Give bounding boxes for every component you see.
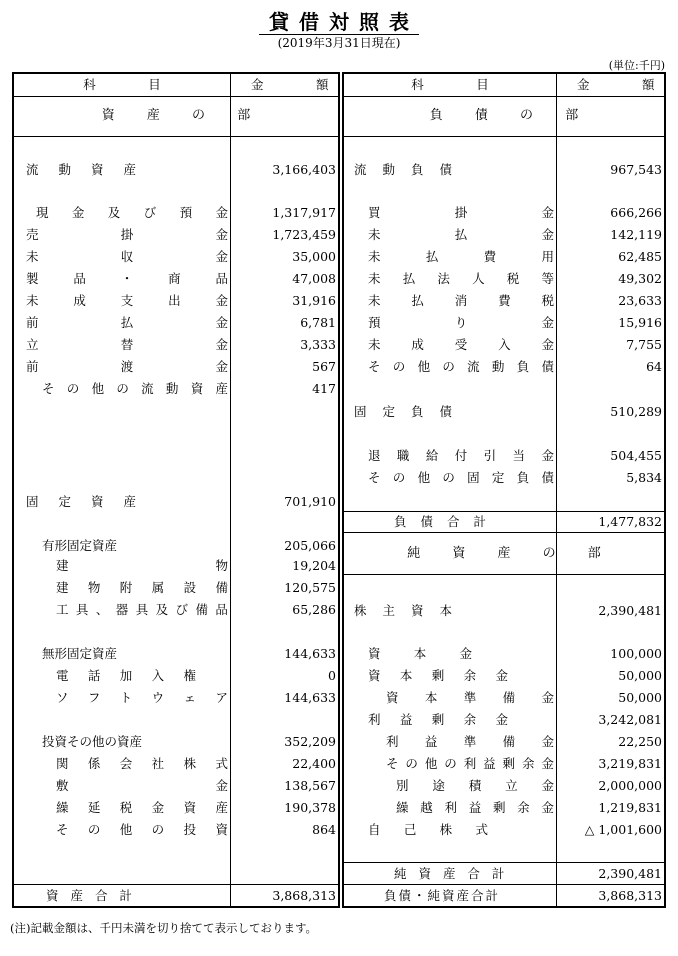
row-value: 352,209 (284, 734, 336, 749)
liabilities-total-label: 負 債 合 計 (394, 514, 491, 529)
liab-total-top-rule (344, 511, 664, 512)
row-label: 預 り 金 (368, 315, 554, 330)
row-label: 前 払 金 (26, 315, 228, 330)
row-value: 864 (312, 822, 336, 837)
row-label: 流 動 資 産 (26, 162, 136, 177)
row-label: 未 払 費 用 (368, 249, 554, 264)
netassets-total-rule (344, 862, 664, 863)
unit-label: (単位:千円) (608, 59, 665, 72)
row-value: 510,289 (610, 404, 662, 419)
balance-sheet-table (12, 72, 675, 908)
row-label: 製 品 ・ 商 品 (26, 271, 228, 286)
row-label: 敷 金 (56, 778, 228, 793)
row-label: 繰 延 税 金 資 産 (56, 800, 228, 815)
row-label: ソ フ ト ウ ェ ア (56, 690, 228, 705)
left-total-rule (14, 884, 338, 885)
row-value: △ 1,001,600 (584, 822, 662, 837)
row-label: 自 己 株 式 (368, 822, 488, 837)
row-value: 3,333 (300, 337, 336, 352)
right-section-rule (344, 136, 664, 137)
row-value: 205,066 (284, 538, 336, 553)
row-label: 未 払 消 費 税 (368, 293, 554, 308)
right-header-item: 科 目 (411, 77, 509, 92)
row-value: 504,455 (610, 448, 662, 463)
right-header-rule (344, 96, 664, 97)
row-label: そ の 他 の 投 資 (56, 822, 228, 837)
row-label: 資 本 剰 余 金 (368, 668, 508, 683)
row-value: 64 (646, 359, 662, 374)
row-label: 有形固定資産 (42, 538, 118, 553)
row-value: 417 (312, 381, 336, 396)
liabilities-total-value: 1,477,832 (598, 514, 662, 529)
row-label: 退 職 給 付 引 当 金 (368, 448, 554, 463)
row-value: 666,266 (610, 205, 662, 220)
row-value: 144,633 (284, 646, 336, 661)
row-value: 19,204 (292, 558, 336, 573)
netassets-total-value: 2,390,481 (598, 866, 662, 881)
assets-total-label: 資 産 合 計 (46, 888, 136, 903)
row-label: そ の 他 の 固 定 負 債 (368, 470, 554, 485)
left-header-amount: 金 額 (251, 77, 349, 92)
left-column-divider (230, 74, 231, 906)
row-label: 未 成 受 入 金 (368, 337, 554, 352)
row-value: 3,242,081 (598, 712, 662, 727)
right-total-rule (344, 884, 664, 885)
netassets-section-title: 純 資 産 の 部 (407, 546, 615, 561)
right-header-amount: 金 額 (577, 77, 675, 92)
row-label: 未 払 法 人 税 等 (368, 271, 554, 286)
row-label: 固 定 負 債 (354, 404, 452, 419)
row-label: 利 益 準 備 金 (386, 734, 554, 749)
row-value: 567 (312, 359, 336, 374)
liabilities-section-title: 負 債 の 部 (429, 108, 593, 123)
row-value: 5,834 (626, 470, 662, 485)
row-value: 6,781 (300, 315, 336, 330)
row-label: 建 物 附 属 設 備 (56, 580, 228, 595)
row-value: 3,219,831 (598, 756, 662, 771)
row-value: 2,000,000 (598, 778, 662, 793)
row-label: 未 成 支 出 金 (26, 293, 228, 308)
row-label: 未 払 金 (368, 227, 554, 242)
row-value: 1,723,459 (272, 227, 336, 242)
left-header-item: 科 目 (83, 77, 181, 92)
row-value: 7,755 (626, 337, 662, 352)
left-header-rule (14, 96, 338, 97)
netassets-total-label: 純 資 産 合 計 (394, 866, 509, 881)
footnote: (注)記載金額は、千円未満を切り捨てて表示しております。 (10, 921, 318, 935)
row-label: 繰 越 利 益 剰 余 金 (396, 800, 554, 815)
row-label: 前 渡 金 (26, 359, 228, 374)
row-value: 1,219,831 (598, 800, 662, 815)
liabilities-half (342, 72, 675, 908)
row-label: 資 本 金 (368, 646, 472, 661)
row-value: 15,916 (618, 315, 662, 330)
row-value: 31,916 (292, 293, 336, 308)
row-value: 62,485 (618, 249, 662, 264)
row-label: 投資その他の資産 (42, 734, 143, 749)
left-section-rule (14, 136, 338, 137)
assets-total-value: 3,868,313 (272, 888, 336, 903)
row-value: 22,400 (292, 756, 336, 771)
row-label: 株 主 資 本 (354, 603, 452, 618)
row-value: 2,390,481 (598, 603, 662, 618)
row-value: 142,119 (610, 227, 662, 242)
row-value: 23,633 (618, 293, 662, 308)
row-label: 資 本 準 備 金 (386, 690, 554, 705)
assets-section-title: 資 産 の 部 (101, 108, 265, 123)
row-label: 建 物 (56, 558, 228, 573)
row-value: 144,633 (284, 690, 336, 705)
grand-total-label: 負債・純資産合計 (384, 888, 501, 903)
row-value: 49,302 (618, 271, 662, 286)
row-value: 701,910 (284, 494, 336, 509)
row-value: 0 (328, 668, 336, 683)
row-label: 買 掛 金 (368, 205, 554, 220)
row-label: 売 掛 金 (26, 227, 228, 242)
row-label: 固 定 資 産 (26, 494, 136, 509)
netassets-section-rule (344, 574, 664, 575)
right-column-divider (556, 74, 557, 906)
row-label: 電 話 加 入 権 (56, 668, 196, 683)
row-label: 関 係 会 社 株 式 (56, 756, 228, 771)
row-value: 120,575 (284, 580, 336, 595)
row-label: 工 具 、 器 具 及 び 備 品 (56, 602, 228, 617)
row-value: 1,317,917 (272, 205, 336, 220)
row-label: 別 途 積 立 金 (396, 778, 554, 793)
row-value: 35,000 (292, 249, 336, 264)
row-label: そ の 他 の 利 益 剰 余 金 (386, 756, 554, 771)
row-label: 無形固定資産 (42, 646, 118, 661)
assets-half (12, 72, 349, 908)
row-value: 190,378 (284, 800, 336, 815)
row-value: 3,166,403 (272, 162, 336, 177)
row-value: 22,250 (618, 734, 662, 749)
row-value: 100,000 (610, 646, 662, 661)
document-title: 貸借対照表 (0, 6, 678, 35)
row-label: 現 金 及 び 預 金 (36, 205, 228, 220)
row-value: 50,000 (618, 690, 662, 705)
as-of-date: (2019年3月31日現在) (277, 36, 401, 50)
row-label: そ の 他 の 流 動 負 債 (368, 359, 554, 374)
row-label: 立 替 金 (26, 337, 228, 352)
row-label: 利 益 剰 余 金 (368, 712, 508, 727)
row-value: 47,008 (292, 271, 336, 286)
grand-total-value: 3,868,313 (598, 888, 662, 903)
row-label: 未 収 金 (26, 249, 228, 264)
row-label: そ の 他 の 流 動 資 産 (42, 381, 228, 396)
row-value: 50,000 (618, 668, 662, 683)
row-value: 65,286 (292, 602, 336, 617)
row-value: 967,543 (610, 162, 662, 177)
row-value: 138,567 (284, 778, 336, 793)
row-label: 流 動 負 債 (354, 162, 452, 177)
